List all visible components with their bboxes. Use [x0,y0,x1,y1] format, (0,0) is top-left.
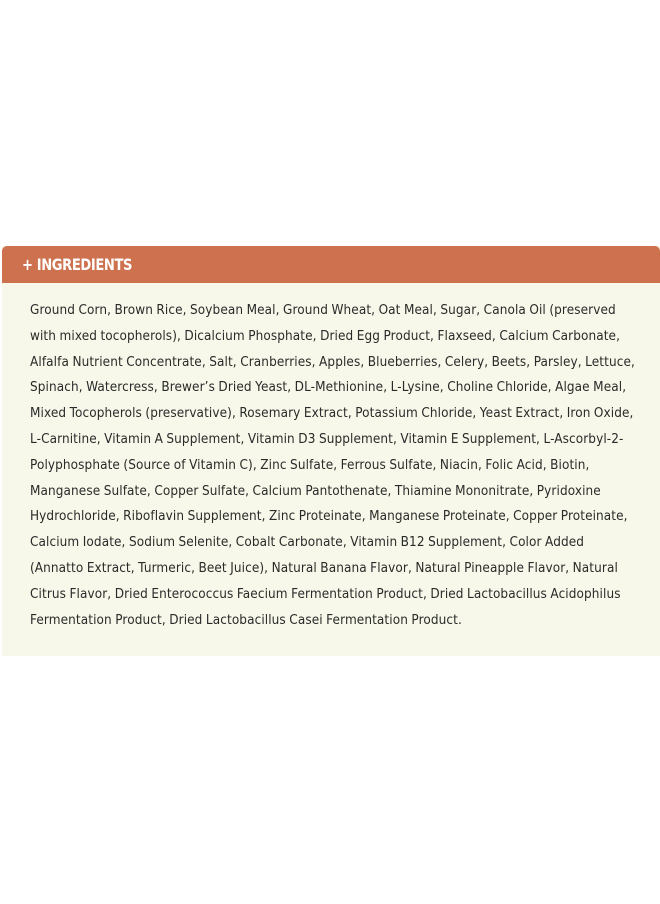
ingredients-toggle-header[interactable] [2,246,660,283]
ingredients-list-text: Ground Corn, Brown Rice, Soybean Meal, Ground Wheat, Oat Meal, Sugar, Canola Oil (preserved with mixed tocopherols), Dicalcium Phosphate, Dried Egg Product, Flaxseed, Calcium Carbonate, Alfalfa Nutrient Concentrate, Salt, Cranberries, Apples, Blueberries, Celery, Beets, Parsley, Lettuce, Spinach, Watercress, Brewer’s Dried Yeast, DL-Methionine, L-Lysine, Choline Chloride, Algae Meal, Mixed Tocopherols (preservative), Rosemary Extract, Potassium Chloride, Yeast Extract, Iron Oxide, L-Carnitine, Vitamin A Supplement, Vitamin D3 Supplement, Vitamin E Supplement, L-Ascorbyl-2-Polyphosphate (Source of Vitamin C), Zinc Sulfate, Ferrous Sulfate, Niacin, Folic Acid, Biotin, Manganese Sulfate, Copper Sulfate, Calcium Pantothenate, Thiamine Mononitrate, Pyridoxine Hydrochloride, Riboflavin Supplement, Zinc Proteinate, Manganese Proteinate, Copper Proteinate, Calcium Iodate, Sodium Selenite, Cobalt Carbonate, Vitamin B12 Supplement, Color Added (Annatto Extract, Turmeric, Beet Juice), Natural Banana Flavor, Natural Pineapple Flavor, Natural Citrus Flavor, Dried Enterococcus Faecium Fermentation Product, Dried Lactobacillus Acidophilus Fermentation Product, Dried Lactobacillus Casei Fermentation Product. [30,303,635,628]
ingredients-body [2,283,660,633]
ingredients-heading: + INGREDIENTS [22,255,133,274]
ingredients-panel [2,246,660,656]
